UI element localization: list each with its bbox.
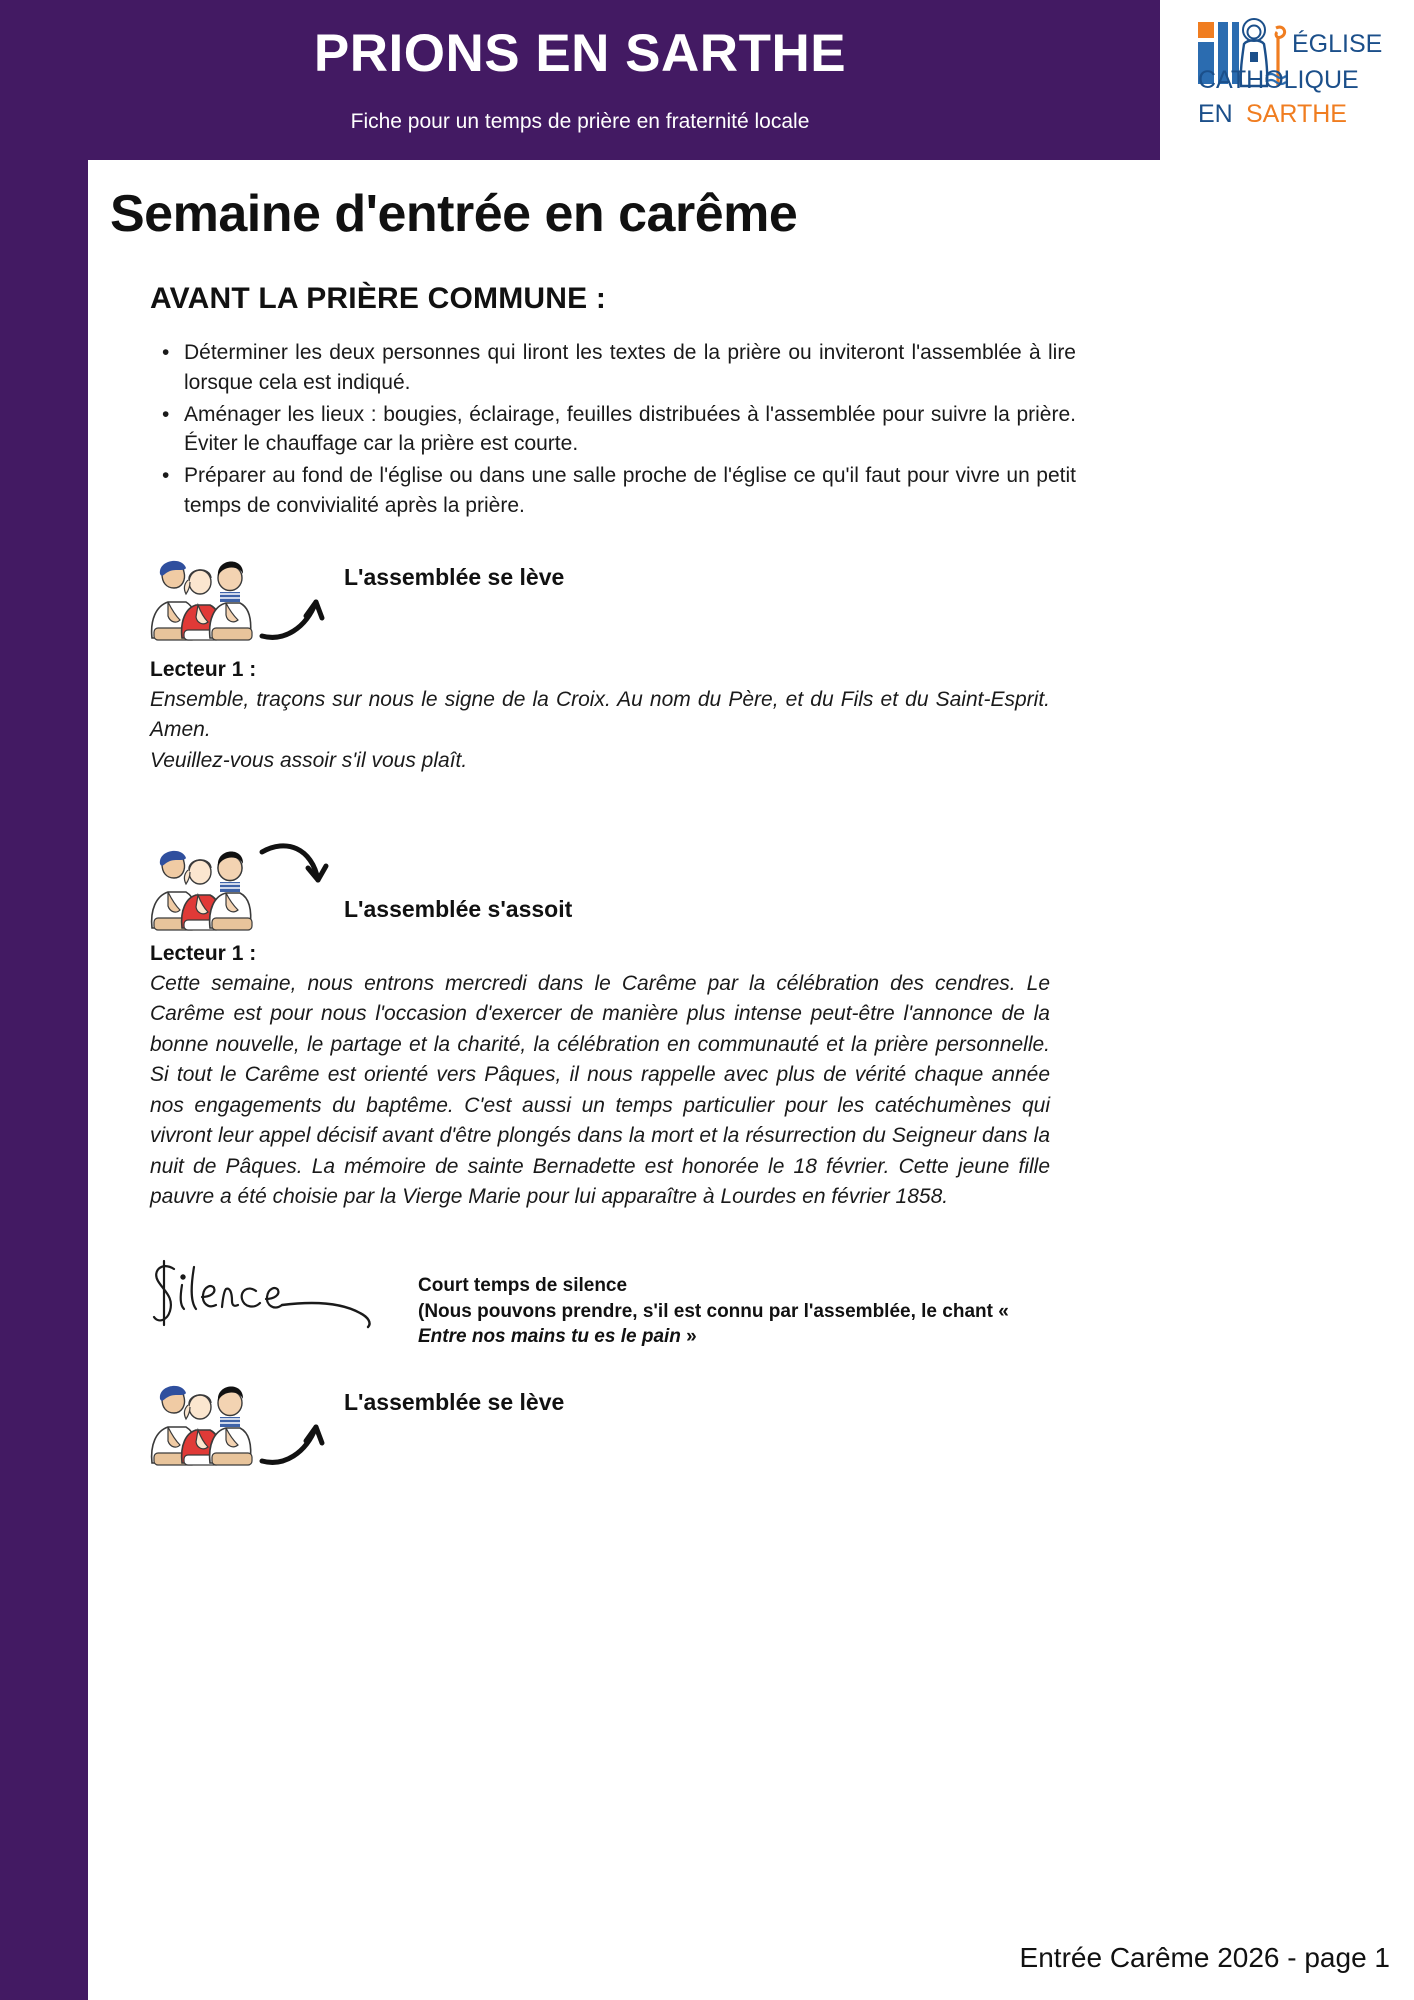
praying-people-icon xyxy=(146,840,262,932)
list-item: • Aménager les lieux : bougies, éclairage, feuilles distribuées à l'assemblée pour suivre la prière. Éviter le chauffage car la prière est courte. xyxy=(184,400,1076,460)
banner-title: PRIONS EN SARTHE xyxy=(313,24,847,83)
eglise-catholique-en-sarthe-logo xyxy=(1192,8,1392,136)
reader-text-line-2: Veuillez-vous assoir s'il vous plaît. xyxy=(150,748,468,772)
logo-line-catholique: CATHOLIQUE xyxy=(1198,66,1359,94)
header-banner xyxy=(0,0,1160,160)
praying-people-icon xyxy=(146,1375,262,1467)
section-heading: AVANT LA PRIÈRE COMMUNE : xyxy=(150,282,607,315)
document-page xyxy=(88,160,1414,2000)
cue-assembly-sits xyxy=(146,840,666,936)
page-footer: Entrée Carême 2026 - page 1 xyxy=(1019,1942,1390,1973)
arrow-down-icon xyxy=(258,834,338,926)
logo-line-en: EN xyxy=(1198,100,1233,128)
cue-label-stand-2: L'assemblée se lève xyxy=(344,1389,565,1415)
silence-note-prefix: (Nous pouvons prendre, s'il est connu par l'assemblée, le chant « xyxy=(418,1300,1009,1322)
arrow-up-icon xyxy=(258,550,338,642)
reader-label: Lecteur 1 : xyxy=(150,942,257,965)
cue-label-stand-1: L'assemblée se lève xyxy=(344,564,565,590)
page-title: Semaine d'entrée en carême xyxy=(110,185,798,243)
silence-note-suffix: » xyxy=(680,1326,697,1348)
preparation-bullet-list xyxy=(156,338,1076,523)
silence-note xyxy=(418,1299,1038,1350)
cue-label-sit: L'assemblée s'assoit xyxy=(344,896,573,922)
logo-line-eglise: ÉGLISE xyxy=(1292,30,1383,58)
silence-heading: Court temps de silence xyxy=(418,1275,628,1296)
arrow-up-icon xyxy=(258,1375,338,1467)
silence-block xyxy=(146,1255,1056,1365)
silence-instruction xyxy=(418,1273,1038,1350)
banner-subtitle: Fiche pour un temps de prière en fraternité locale xyxy=(350,110,810,133)
logo-line-sarthe: SARTHE xyxy=(1246,100,1347,128)
reader-label: Lecteur 1 : xyxy=(150,658,257,681)
list-item: • Déterminer les deux personnes qui liront les textes de la prière ou inviteront l'assemblée à lire lorsque cela est indiqué. xyxy=(184,338,1076,398)
left-purple-strip xyxy=(0,160,88,2000)
reader-block-1 xyxy=(150,658,1050,776)
silence-handwriting-icon xyxy=(146,1255,386,1335)
reader-block-2 xyxy=(150,942,1050,1213)
reader-text-line-1: Ensemble, traçons sur nous le signe de la Croix. Au nom du Père, et du Fils et du Saint-Esprit. Amen. xyxy=(150,688,1050,742)
praying-people-icon xyxy=(146,550,262,642)
silence-note-song: Entre nos mains tu es le pain xyxy=(418,1326,681,1348)
reader-paragraph: Cette semaine, nous entrons mercredi dans le Carême par la célébration des cendres. Le Carême est pour nous l'occasion d'exercer de manière plus intense peut-être l'annonce de la bonne nouvelle, le partage et la charité, la célébration en communauté et la prière personnelle. Si tout le Carême est orienté vers Pâques, il nous rappelle avec plus de vérité chaque année nos engagements du baptême. C'est aussi un temps particulier pour les catéchumènes qui vivront leur appel décisif avant d'être plongés dans la mort et la résurrection du Seigneur dans la nuit de Pâques. La mémoire de sainte Bernadette est honorée le 18 février. Cette jeune fille pauvre a été choisie par la Vierge Marie pour lui apparaître à Lourdes en février 1858. xyxy=(150,972,1050,1209)
cue-assembly-stands-2 xyxy=(146,1375,666,1471)
list-item: • Préparer au fond de l'église ou dans une salle proche de l'église ce qu'il faut pour vivre un petit temps de convivialité après la prière. xyxy=(184,461,1076,521)
cue-assembly-stands-1 xyxy=(146,550,666,646)
